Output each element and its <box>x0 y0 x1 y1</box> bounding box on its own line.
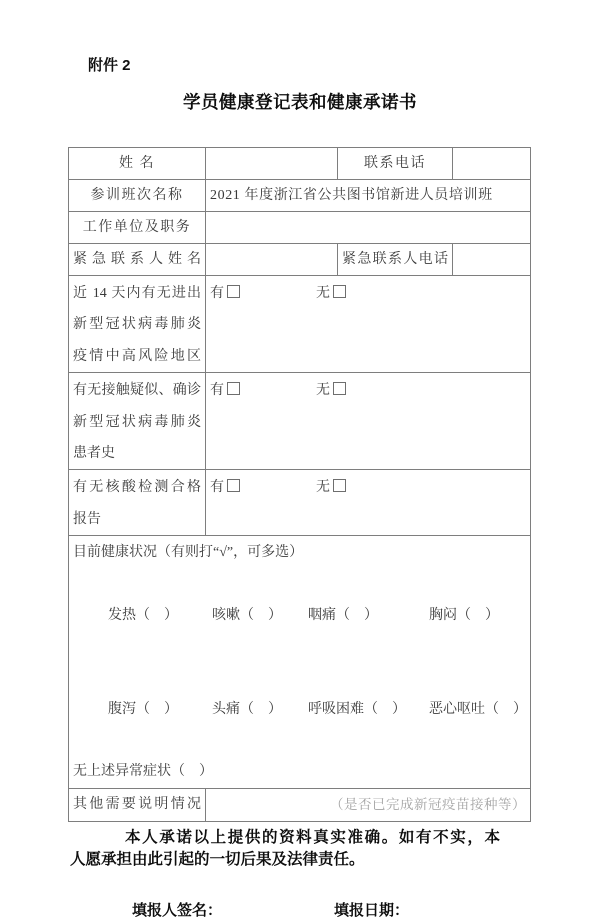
page-title: 学员健康登记表和健康承诺书 <box>183 92 417 112</box>
work-unit-label: 工作单位及职务 <box>69 212 206 244</box>
emergency-phone-label: 紧急联系人电话 <box>338 244 453 276</box>
emergency-row <box>69 244 531 276</box>
q-contact-no-checkbox[interactable] <box>333 382 346 395</box>
q-nucleic-test-no-checkbox[interactable] <box>333 479 346 492</box>
q-risk-area-choices <box>206 276 531 373</box>
symptom-option-breathing-difficulty[interactable]: 呼吸困难（ ） <box>308 701 406 717</box>
name-input-cell[interactable] <box>206 148 338 180</box>
other-info-label: 其他需要说明情况 <box>69 788 206 821</box>
symptom-option-chest-tightness[interactable]: 胸闷（ ） <box>429 607 499 623</box>
other-info-row <box>69 788 531 821</box>
symptom-option-nausea[interactable]: 恶心呕吐（ ） <box>429 701 527 717</box>
health-status-title: 目前健康状况（有则打“√”，可多选） <box>73 545 304 561</box>
question-risk-area-row <box>69 276 531 373</box>
q-risk-area-label: 近 14 天内有无进出 新型冠状病毒肺炎 疫情中高风险地区 <box>69 276 206 373</box>
q-nucleic-test-no-option[interactable]: 无 <box>316 480 346 495</box>
q-contact-no-option[interactable]: 无 <box>316 383 346 398</box>
q-contact-yes-option[interactable]: 有 <box>210 383 240 398</box>
no-symptom-option[interactable]: 无上述异常症状（ ） <box>73 764 213 780</box>
question-nucleic-test-row <box>69 470 531 536</box>
name-row <box>69 148 531 180</box>
contact-phone-input-cell[interactable] <box>453 148 531 180</box>
session-row <box>69 180 531 212</box>
q-risk-area-yes-checkbox[interactable] <box>227 285 240 298</box>
emergency-phone-input-cell[interactable] <box>453 244 531 276</box>
session-label: 参训班次名称 <box>69 180 206 212</box>
name-label: 姓 名 <box>69 148 206 180</box>
q-nucleic-test-yes-checkbox[interactable] <box>227 479 240 492</box>
attachment-label: 附件 2 <box>88 57 131 74</box>
date-label: 填报日期： <box>334 901 410 919</box>
symptom-option-sore-throat[interactable]: 咽痛（ ） <box>308 607 378 623</box>
q-nucleic-test-choices <box>206 470 531 536</box>
signature-row <box>132 899 600 920</box>
q-contact-yes-checkbox[interactable] <box>227 382 240 395</box>
commitment-line-2: 人愿承担由此引起的一切后果及法律责任。 <box>70 851 365 869</box>
health-form-table <box>68 147 531 822</box>
symptom-option-headache[interactable]: 头痛（ ） <box>212 701 282 717</box>
commitment-line-1: 本人承诺以上提供的资料真实准确。如有不实，本 <box>125 828 500 846</box>
q-risk-area-no-checkbox[interactable] <box>333 285 346 298</box>
commitment-text <box>70 827 500 872</box>
question-contact-history-row <box>69 373 531 470</box>
symptom-option-cough[interactable]: 咳嗽（ ） <box>212 607 282 623</box>
other-info-placeholder: （是否已完成新冠疫苗接种等） <box>330 796 526 812</box>
q-nucleic-test-yes-option[interactable]: 有 <box>210 480 240 495</box>
symptom-line-2 <box>73 662 526 756</box>
symptom-option-diarrhea[interactable]: 腹泻（ ） <box>108 701 178 717</box>
signer-label: 填报人签名： <box>132 901 223 919</box>
other-info-input-cell[interactable] <box>206 788 531 821</box>
q-nucleic-test-label: 有无核酸检测合格 报告 <box>69 470 206 536</box>
health-status-cell <box>69 536 531 788</box>
health-status-row <box>69 536 531 788</box>
work-unit-row <box>69 212 531 244</box>
emergency-name-input-cell[interactable] <box>206 244 338 276</box>
symptom-option-fever[interactable]: 发热（ ） <box>108 607 178 623</box>
q-contact-choices <box>206 373 531 470</box>
work-unit-input-cell[interactable] <box>206 212 531 244</box>
q-contact-label: 有无接触疑似、确诊 新型冠状病毒肺炎 患者史 <box>69 373 206 470</box>
contact-phone-label: 联系电话 <box>338 148 453 180</box>
symptom-line-1 <box>73 569 526 663</box>
session-value: 2021 年度浙江省公共图书馆新进人员培训班 <box>206 180 531 212</box>
q-risk-area-no-option[interactable]: 无 <box>316 286 346 301</box>
q-risk-area-yes-option[interactable]: 有 <box>210 286 240 301</box>
emergency-name-label: 紧急联系人姓名 <box>69 244 206 276</box>
